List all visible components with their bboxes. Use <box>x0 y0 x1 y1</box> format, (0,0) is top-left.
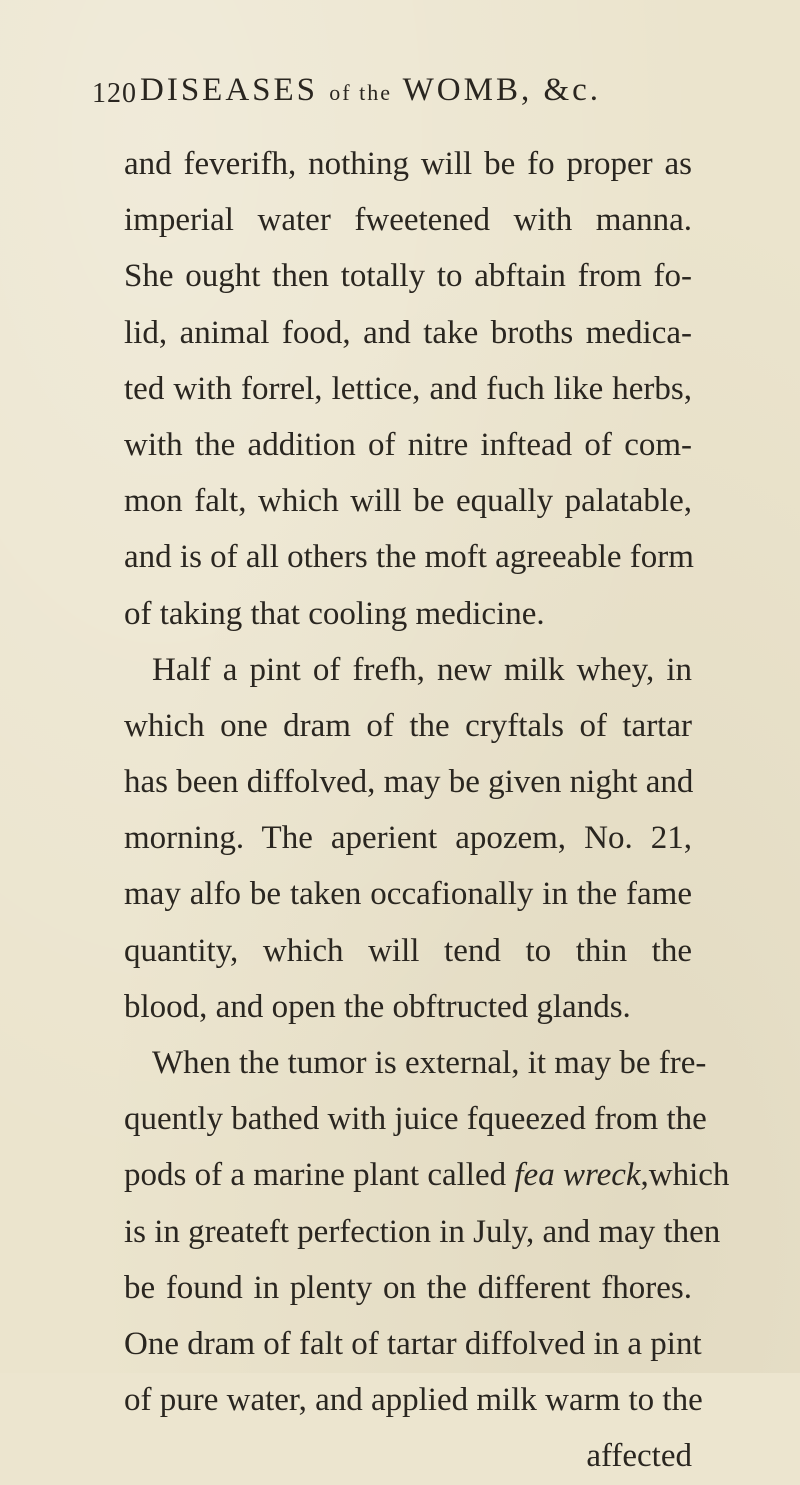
text-line: blood, and open the obftructed glands. <box>124 988 631 1025</box>
running-head <box>92 72 750 120</box>
text-line: morning. The aperient apozem, No. 21, <box>124 820 692 857</box>
text-line: quantity, which will tend to thin the <box>124 932 692 969</box>
text-line: of pure water, and applied milk warm to the <box>124 1382 703 1419</box>
text-line: be found in plenty on the different fhores. <box>124 1269 692 1306</box>
paragraph-start-line: Half a pint of frefh, new milk whey, in <box>152 651 692 688</box>
text-line: which one dram of the cryftals of tartar <box>124 707 692 744</box>
catchword: affected <box>586 1438 692 1475</box>
page-number: 120 <box>92 78 137 109</box>
title-rest: WOMB, &c. <box>402 72 602 108</box>
text-line: has been diffolved, may be given night and <box>124 764 694 801</box>
text-line: quently bathed with juice fqueezed from the <box>124 1101 707 1138</box>
text-line: mon falt, which will be equally palatable, <box>124 483 692 520</box>
text-line: may alfo be taken occafionally in the fame <box>124 876 692 913</box>
italic-term: fea wreck <box>514 1157 641 1194</box>
text-line: She ought then totally to abftain from fo- <box>124 258 692 295</box>
text-segment: pods of a marine plant called <box>124 1157 515 1194</box>
text-line: is in greateft perfection in July, and may then <box>124 1213 721 1250</box>
paragraph-start-line: When the tumor is external, it may be fre- <box>152 1045 707 1081</box>
text-line: of taking that cooling medicine. <box>124 595 545 632</box>
title-of-the: of the <box>329 80 392 105</box>
text-line: lid, animal food, and take broths medica- <box>124 314 692 351</box>
text-line <box>124 1147 730 1203</box>
text-segment: ,which <box>640 1157 730 1194</box>
running-title <box>140 72 601 109</box>
text-line: imperial water fweetened with manna. <box>124 202 692 239</box>
title-main: DISEASES <box>140 72 319 108</box>
text-line: One dram of falt of tartar diffolved in a pint <box>124 1325 702 1362</box>
text-line: and is of all others the moft agreeable form <box>124 539 694 576</box>
text-line: with the addition of nitre inftead of com- <box>124 426 692 463</box>
body-text <box>124 136 730 1485</box>
text-line: and feverifh, nothing will be fo proper as <box>124 146 692 182</box>
text-line: ted with forrel, lettice, and fuch like herbs, <box>124 370 692 407</box>
